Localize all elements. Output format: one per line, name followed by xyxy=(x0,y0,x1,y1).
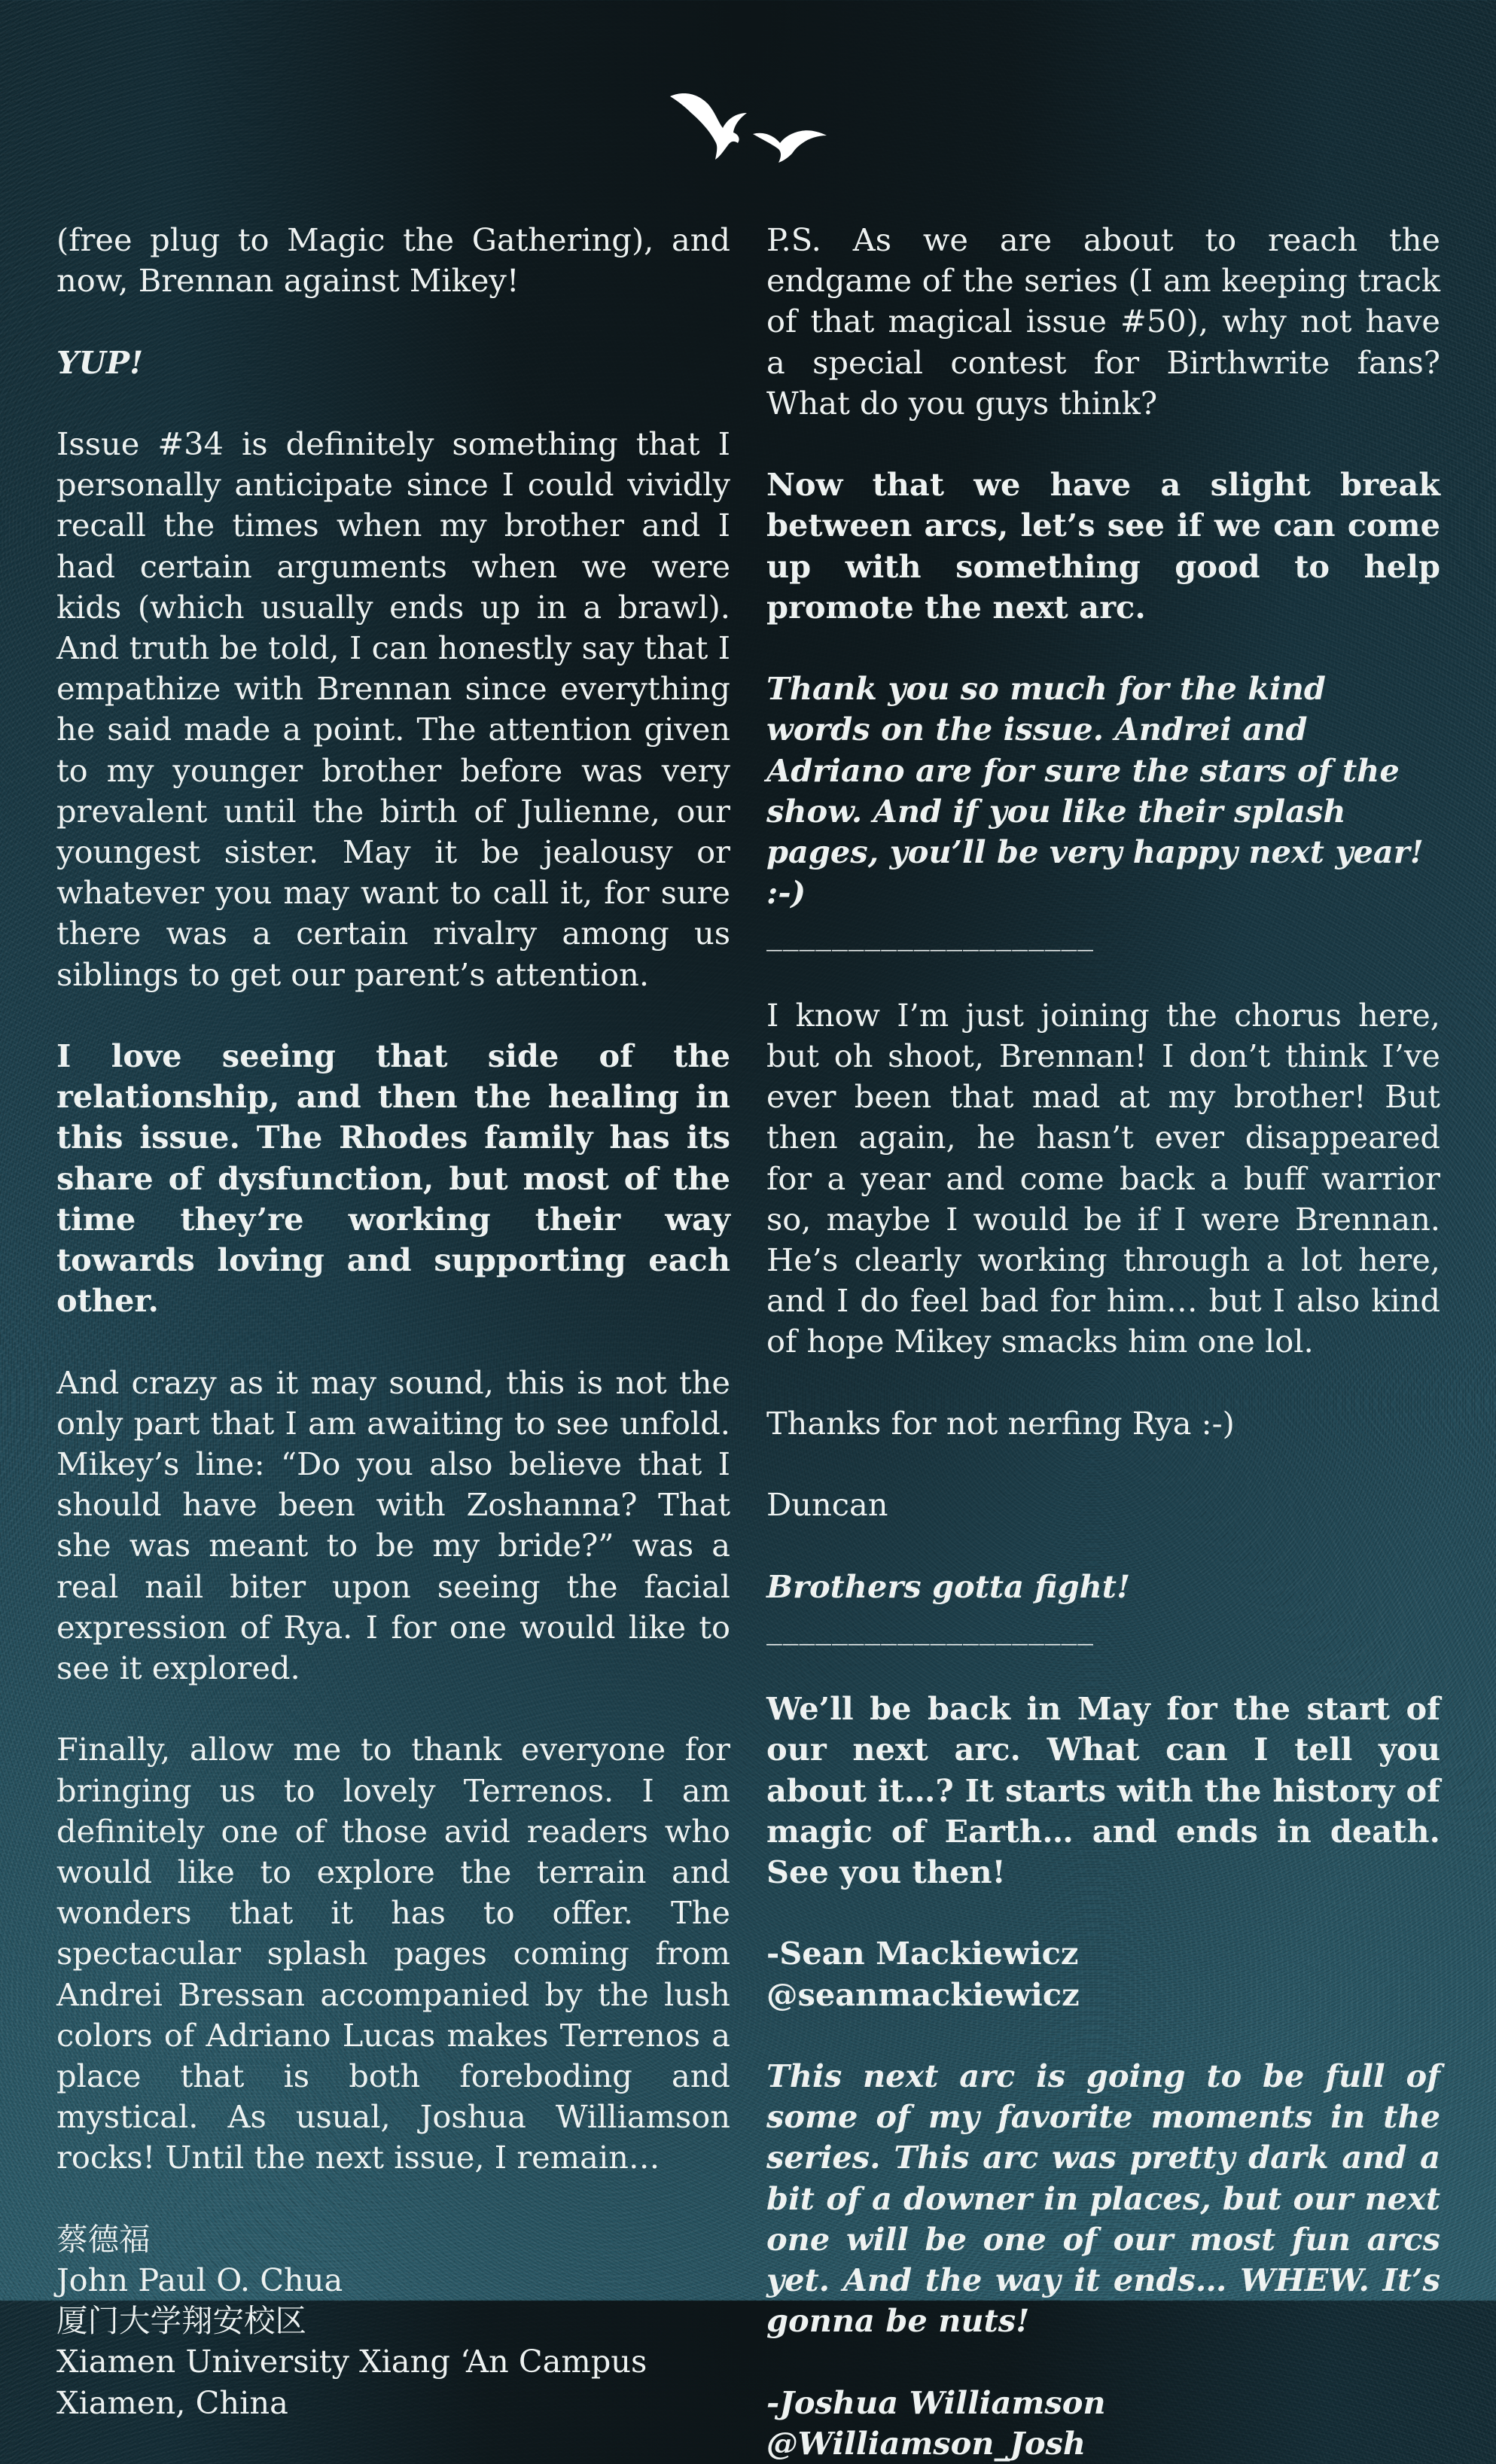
writer-signature xyxy=(766,2383,1440,2464)
signature-city: Xiamen, China xyxy=(56,2383,288,2421)
writer-response: This next arc is going to be full of some of my favorite moments in the series. This arc was pretty dark and a bit of a downer in places, but our next one will be one of our most fun arcs yet. And the way it ends… WHEW. It’s gonna be nuts! xyxy=(766,2057,1440,2340)
letter-paragraph: Thanks for not nerfing Rya :-) xyxy=(766,1404,1235,1442)
writer-handle: @Williamson_Josh xyxy=(766,2424,1086,2462)
letter-paragraph: P.S. As we are about to reach the endgame of the series (I am keeping track of that magical issue #50), why not have a special contest for Birthwrite fans? What do you guys think? xyxy=(766,221,1440,422)
signature-chinese-school: 厦门大学翔安校区 xyxy=(56,2302,307,2340)
letter-signature: Duncan xyxy=(766,1486,888,1524)
left-column xyxy=(56,220,730,2423)
writer-response: Thank you so much for the kind words on the issue. Andrei and Adriano are for sure the stars of the show. And if you like their splash pages, you’ll be very happy next year! :-) xyxy=(766,670,1424,912)
editor-signature xyxy=(766,1933,1440,2015)
writer-name: -Joshua Williamson xyxy=(766,2383,1106,2421)
editor-name: -Sean Mackiewicz xyxy=(766,1935,1079,1972)
editor-response: We’ll be back in May for the start of our next arc. What can I tell you about it…? It starts with the history of magic of Earth… and ends in death. See you then! xyxy=(766,1690,1440,1891)
editor-exclamation: YUP! xyxy=(56,343,144,381)
signature-chinese-name: 蔡德福 xyxy=(56,2220,151,2258)
birds-logo-icon xyxy=(663,83,843,166)
editor-response: I love seeing that side of the relationship, and then the healing in this issue. The Rhodes family has its share of dysfunction, but most of the time they’re working their way towards loving and supporting each other. xyxy=(56,1037,730,1320)
editor-response: Now that we have a slight break between arcs, let’s see if we can come up with something good to help promote the next arc. xyxy=(766,466,1440,626)
letter-paragraph: And crazy as it may sound, this is not the only part that I am awaiting to see unfold. Mikey’s line: “Do you also believe that I should have been with Zoshanna? That she was meant to be my bride?” was a real nail biter upon seeing the facial expression of Rya. I for one would like to see it explored. xyxy=(56,1363,730,1687)
signature-school: Xiamen University Xiang ‘An Campus xyxy=(56,2343,647,2380)
letter-paragraph: (free plug to Magic the Gathering), and now, Brennan against Mikey! xyxy=(56,221,730,300)
writer-response: Brothers gotta fight! xyxy=(766,1567,1131,1605)
section-divider: ____________________ xyxy=(766,915,1094,952)
letter-paragraph: Finally, allow me to thank everyone for bringing us to lovely Terrenos. I am definitely one of those avid readers who would like to explore the terrain and wonders that it has to offer. The spectacular splash pages coming from Andrei Bressan accompanied by the lush colors of Adriano Lucas makes Terrenos a place that is both foreboding and mystical. As usual, Joshua Williamson rocks! Until the next issue, I remain… xyxy=(56,1731,730,2176)
letter-paragraph: I know I’m just joining the chorus here, but oh shoot, Brennan! I don’t think I’ve ever been that mad at my brother! But then again, he hasn’t ever disappeared for a year and come back a buff warrior so, maybe I would be if I were Brennan. He’s clearly working through a lot here, and I do feel bad for him… but I also kind of hope Mikey smacks him one lol. xyxy=(766,996,1440,1360)
letter-paragraph: Issue #34 is definitely something that I personally anticipate since I could vividly recall the times when my brother and I had certain arguments when we were kids (which usually ends up in a brawl). And truth be told, I can honestly say that I empathize with Brennan since everything he said made a point. The attention given to my younger brother before was very prevalent until the birth of Julienne, our youngest sister. May it be jealousy or whatever you may want to call it, for sure there was a certain rivalry among us siblings to get our parent’s attention. xyxy=(56,425,730,993)
section-divider: ____________________ xyxy=(766,1608,1094,1646)
right-column xyxy=(766,220,1440,2464)
editor-handle: @seanmackiewicz xyxy=(766,1975,1080,2013)
reader-signature xyxy=(56,2219,730,2423)
signature-name: John Paul O. Chua xyxy=(56,2261,343,2299)
